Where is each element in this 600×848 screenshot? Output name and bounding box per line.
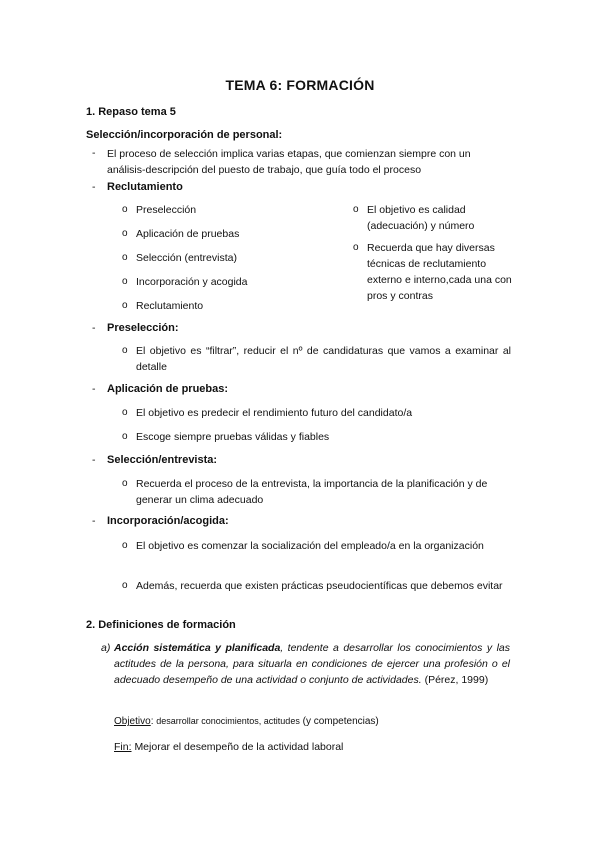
circle-bullet: o	[353, 242, 359, 253]
dash-bullet: -	[92, 147, 96, 159]
step-item: Reclutamiento	[136, 300, 204, 312]
definition-citation: (Pérez, 1999)	[424, 674, 489, 686]
definition-marker: a)	[101, 642, 111, 654]
circle-bullet: o	[122, 540, 128, 551]
entrevista-item: Recuerda el proceso de la entrevista, la importancia de la planificación y de generar un clima adecuado	[136, 478, 488, 506]
acogida-label: Incorporación/acogida:	[107, 515, 229, 527]
dash-bullet: -	[92, 515, 96, 527]
dash-bullet: -	[92, 322, 96, 334]
page-title: TEMA 6: FORMACIÓN	[225, 77, 375, 93]
circle-bullet: o	[122, 252, 128, 263]
fin-line	[114, 739, 343, 755]
acogida-item: El objetivo es comenzar la socialización del empleado/a en la organización	[136, 540, 484, 552]
section1-subheading: Selección/incorporación de personal:	[86, 129, 283, 141]
acogida-item: Además, recuerda que existen prácticas pseudocientíficas que debemos evitar	[136, 580, 503, 592]
dash-bullet: -	[92, 181, 96, 193]
reclutamiento-note: Recuerda que hay diversas técnicas de reclutamiento externo e interno,cada una con pros y contras	[367, 242, 512, 302]
circle-bullet: o	[122, 228, 128, 239]
circle-bullet: o	[122, 300, 128, 311]
objetivo-colon: :	[150, 716, 154, 727]
objetivo-line	[114, 714, 379, 729]
step-item: Incorporación y acogida	[136, 276, 248, 288]
intro-text: El proceso de selección implica varias etapas, que comienzan siempre con un análisis-descripción del puesto de trabajo, que guía todo el proceso	[107, 148, 471, 176]
circle-bullet: o	[122, 478, 128, 489]
definition-bold-phrase: Acción sistemática y planificada	[114, 642, 281, 654]
dash-bullet: -	[92, 454, 96, 466]
circle-bullet: o	[122, 431, 128, 442]
objetivo-text: desarrollar conocimientos, actitudes	[156, 716, 300, 726]
reclutamiento-note: El objetivo es calidad (adecuación) y número	[367, 204, 475, 232]
preseleccion-item: El objetivo es “filtrar”, reducir el nº de candidaturas que vamos a examinar al detalle	[136, 345, 511, 373]
definition-a	[114, 640, 510, 688]
entrevista-label: Selección/entrevista:	[107, 454, 218, 466]
circle-bullet: o	[122, 407, 128, 418]
objetivo-text-extra: (y competencias)	[302, 716, 379, 727]
fin-text: Mejorar el desempeño de la actividad laboral	[134, 741, 344, 753]
circle-bullet: o	[122, 345, 128, 356]
section1-heading: 1. Repaso tema 5	[86, 106, 176, 118]
step-item: Preselección	[136, 204, 197, 216]
circle-bullet: o	[122, 276, 128, 287]
fin-label: Fin:	[114, 741, 132, 753]
section2-heading: 2. Definiciones de formación	[86, 619, 236, 631]
pruebas-item: El objetivo es predecir el rendimiento futuro del candidato/a	[136, 407, 413, 419]
pruebas-item: Escoge siempre pruebas válidas y fiables	[136, 431, 330, 443]
circle-bullet: o	[122, 204, 128, 215]
circle-bullet: o	[353, 204, 359, 215]
pruebas-label: Aplicación de pruebas:	[107, 383, 229, 395]
circle-bullet: o	[122, 580, 128, 591]
definition-italic-text: , tendente a desarrollar los conocimientos y las actitudes de la persona, para situarla en condiciones de ejercer una profesión o el adecuado desempeño de una actividad o conjunto de actividades.	[114, 642, 510, 686]
dash-bullet: -	[92, 383, 96, 395]
objetivo-label: Objetivo	[114, 716, 151, 727]
reclutamiento-label: Reclutamiento	[107, 181, 183, 193]
step-item: Aplicación de pruebas	[136, 228, 240, 240]
preseleccion-label: Preselección:	[107, 322, 179, 334]
step-item: Selección (entrevista)	[136, 252, 237, 264]
